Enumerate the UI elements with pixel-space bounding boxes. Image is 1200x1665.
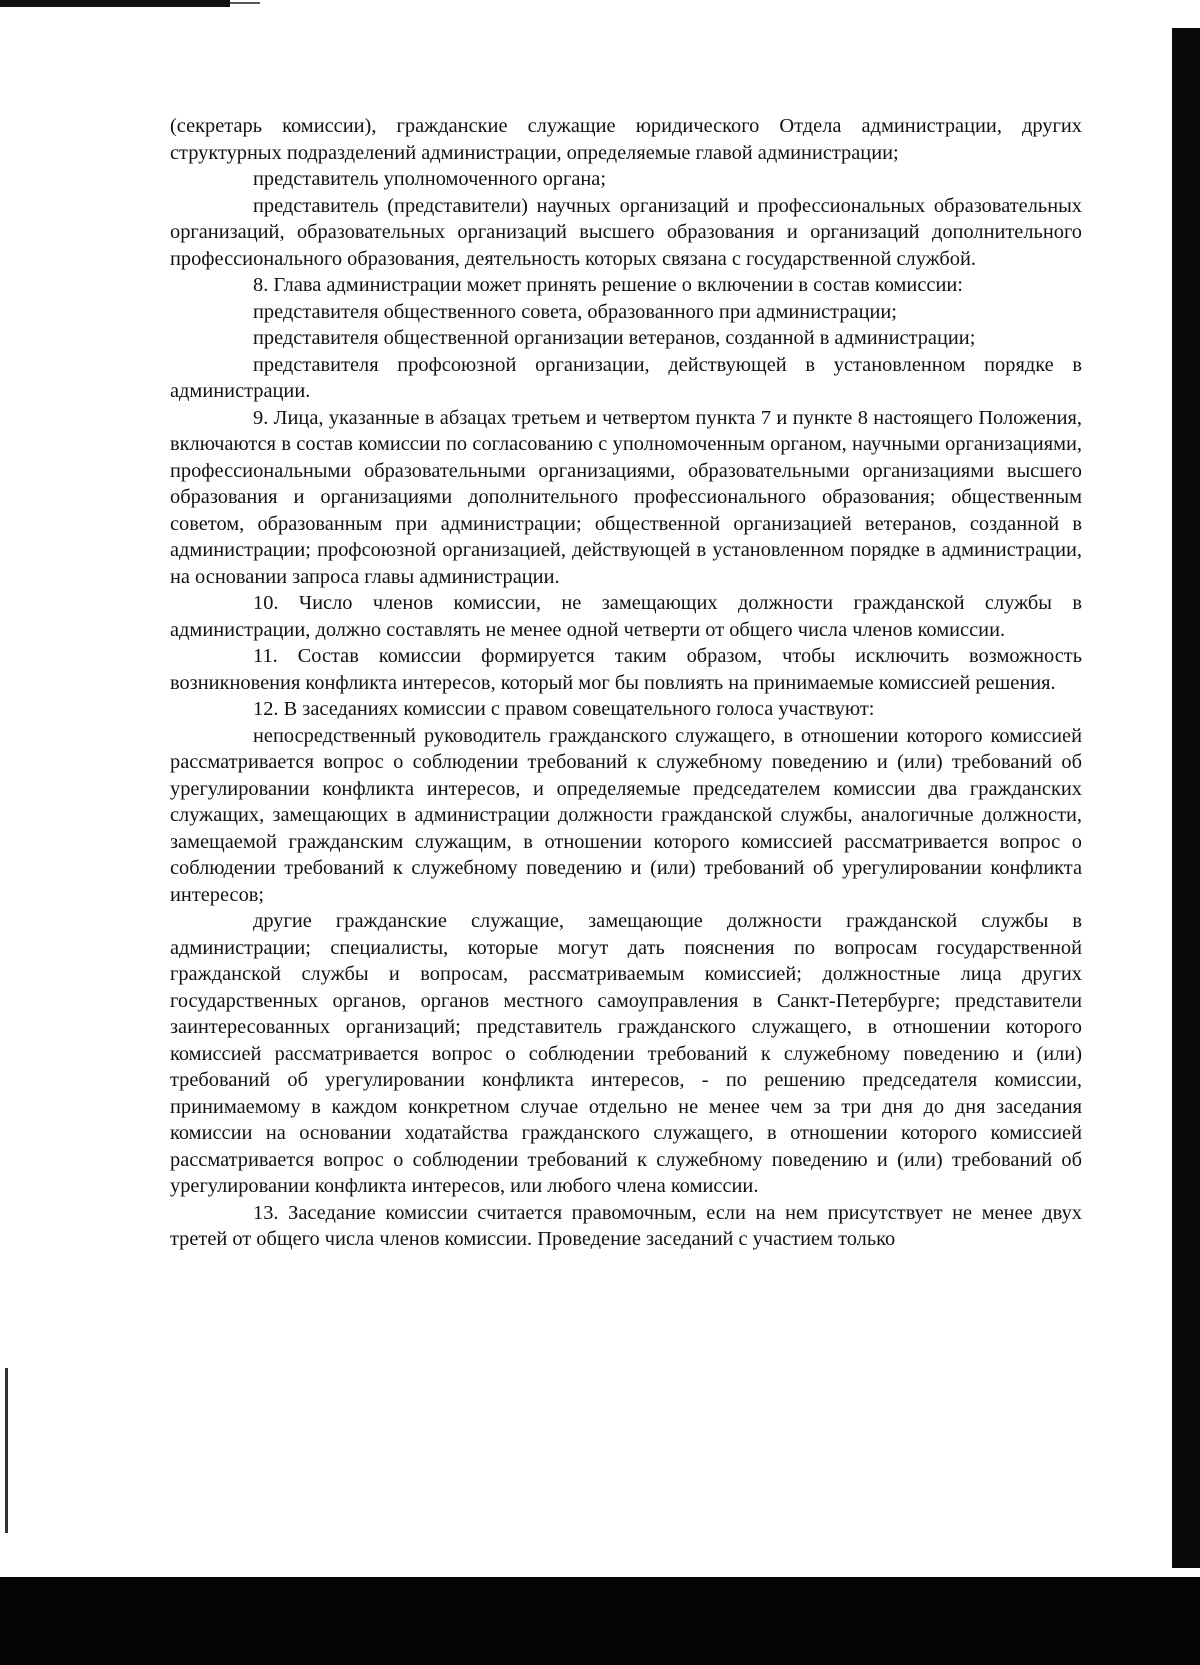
paragraph-item-8: 8. Глава администрации может принять решение о включении в состав комиссии: (253, 274, 963, 296)
paragraph: представитель (представители) научных организаций и профессиональных образовательных организаций, образовательных организаций высшего образования и организаций дополнительного профессионального образования, деятельность которых связана с государственной службой. (170, 194, 1082, 270)
document-page (170, 113, 1082, 1253)
paragraph: представитель уполномоченного органа; (253, 168, 607, 190)
paragraph: представителя общественного совета, образованного при администрации; (253, 300, 897, 323)
scan-edge-top (0, 0, 230, 7)
paragraph-item-12: 12. В заседаниях комиссии с правом совещательного голоса участвуют: (253, 698, 875, 720)
paragraph: представителя общественной организации ветеранов, созданной в администрации; (253, 327, 976, 349)
paragraph-item-11: 11. Состав комиссии формируется таким образом, чтобы исключить возможность возникновения конфликта интересов, который мог бы повлиять на принимаемые комиссией решения. (170, 645, 1082, 694)
paragraph-item-9: 9. Лица, указанные в абзацах третьем и четвертом пункта 7 и пункте 8 настоящего Положения, включаются в состав комиссии по согласованию с уполномоченным органом, научными организациями, профессиональными образовательными организациями, образовательными организациями высшего образования и организациями дополнительного профессионального образования; общественным советом, образованным при администрации; общественной организацией ветеранов, созданной в администрации; профсоюзной организацией, действующей в установленном порядке в администрации, на основании запроса главы администрации. (170, 406, 1082, 588)
paragraph-item-13: 13. Заседание комиссии считается правомочным, если на нем присутствует не менее двух третей от общего числа членов комиссии. Проведение заседаний с участием только (170, 1201, 1082, 1250)
paragraph-item-10: 10. Число членов комиссии, не замещающих должности гражданской службы в администрации, должно составлять не менее одной четверти от общего числа членов комиссии. (170, 592, 1082, 641)
scan-edge-right (1172, 28, 1200, 1568)
scan-edge-left-mark (5, 1368, 8, 1533)
paragraph: непосредственный руководитель гражданского служащего, в отношении которого комиссией рассматривается вопрос о соблюдении требований к служебному поведению и (или) требований об урегулировании конфликта интересов, и определяемые председателем комиссии два гражданских служащих, замещающих в администрации должности гражданской службы, аналогичные должности, замещаемой гражданским служащим, в отношении которого комиссией рассматривается вопрос о соблюдении требований к служебному поведению и (или) требований об урегулировании конфликта интересов; (170, 724, 1082, 906)
paragraph: представителя профсоюзной организации, действующей в установленном порядке в администрации. (170, 353, 1082, 402)
paragraph-continuation: (секретарь комиссии), гражданские служащие юридического Отдела администрации, других структурных подразделений администрации, определяемые главой администрации; (170, 115, 1082, 164)
scan-edge-bottom (0, 1577, 1200, 1665)
paragraph: другие гражданские служащие, замещающие должности гражданской службы в администрации; специалисты, которые могут дать пояснения по вопросам государственной гражданской службы и вопросам, рассматриваемым комиссией; должностные лица других государственных органов, органов местного самоуправления в Санкт-Петербурге; представители заинтересованных организаций; представитель гражданского служащего, в отношении которого комиссией рассматривается вопрос о соблюдении требований к служебному поведению и (или) требований об урегулировании конфликта интересов, - по решению председателя комиссии, принимаемому в каждом конкретном случае отдельно не менее чем за три дня до дня заседания комиссии на основании ходатайства гражданского служащего, в отношении которого комиссией рассматривается вопрос о соблюдении требований к служебному поведению и (или) требований об урегулировании конфликта интересов, или любого члена комиссии. (170, 910, 1082, 1197)
